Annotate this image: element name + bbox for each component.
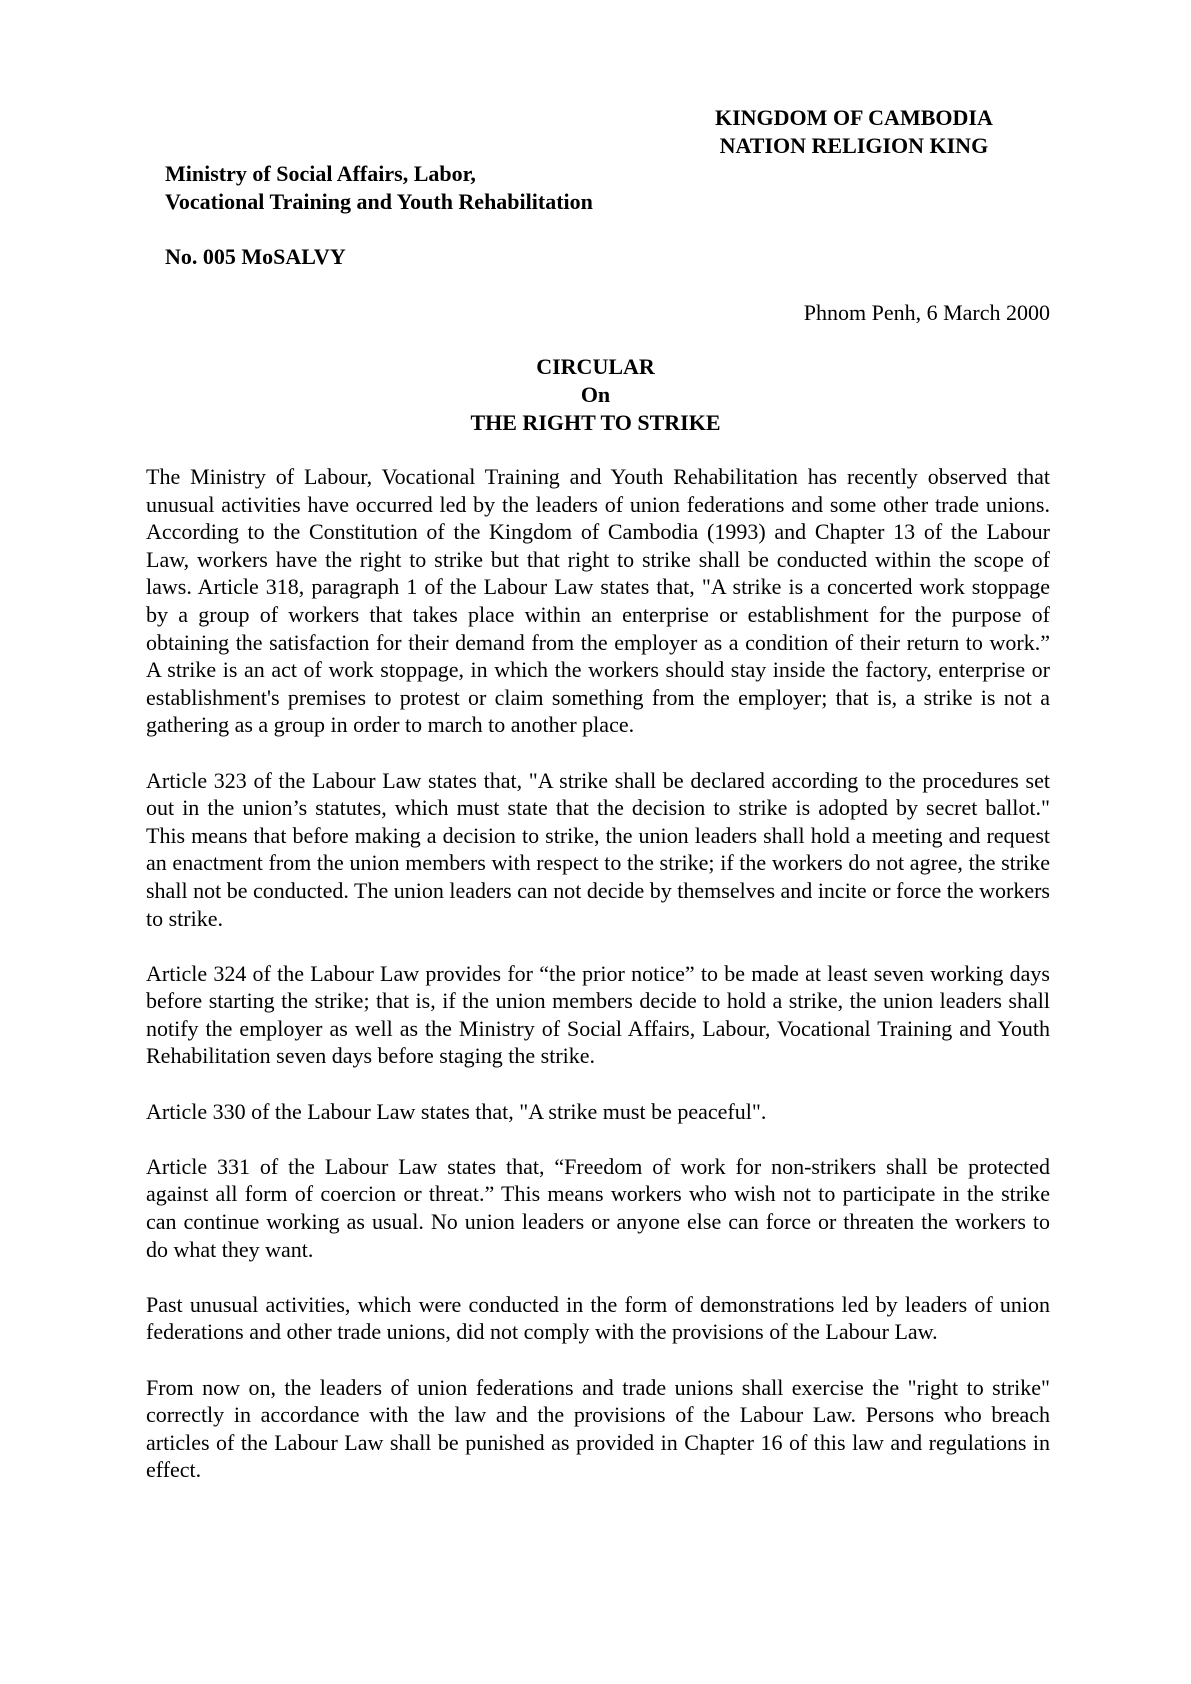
title-circular: CIRCULAR bbox=[536, 354, 655, 379]
body-paragraph: Article 331 of the Labour Law states that, “Freedom of work for non-strikers shall be protected against all form of coercion or threat.” This means workers who wish not to participate in the strike can continue working as usual. No union leaders or anyone else can force or threaten the workers to do what they want. bbox=[146, 1153, 1050, 1262]
title-on: On bbox=[580, 382, 611, 407]
kingdom-title: KINGDOM OF CAMBODIA bbox=[715, 105, 993, 130]
ministry-header bbox=[165, 160, 593, 216]
place-and-date: Phnom Penh, 6 March 2000 bbox=[803, 300, 1050, 325]
document-body bbox=[146, 463, 1050, 1512]
document-title bbox=[0, 353, 1191, 437]
body-paragraph: From now on, the leaders of union federations and trade unions shall exercise the "right to strike" correctly in accordance with the law and the provisions of the Labour Law. Persons who breach articles of the Labour Law shall be punished as provided in Chapter 16 of this law and regulations in effect. bbox=[146, 1374, 1050, 1483]
document-number: No. 005 MoSALVY bbox=[165, 244, 346, 269]
ministry-name-line2: Vocational Training and Youth Rehabilitation bbox=[165, 189, 593, 214]
national-motto: NATION RELIGION KING bbox=[719, 133, 989, 158]
body-paragraph: Past unusual activities, which were conducted in the form of demonstrations led by leaders of union federations and other trade unions, did not comply with the provisions of the Labour Law. bbox=[146, 1291, 1050, 1345]
title-subject: THE RIGHT TO STRIKE bbox=[470, 410, 721, 435]
body-paragraph: Article 324 of the Labour Law provides for “the prior notice” to be made at least seven working days before starting the strike; that is, if the union members decide to hold a strike, the union leaders shall notify the employer as well as the Ministry of Social Affairs, Labour, Vocational Training and Youth Rehabilitation seven days before staging the strike. bbox=[146, 960, 1050, 1069]
body-paragraph: Article 323 of the Labour Law states that, "A strike shall be declared according to the procedures set out in the union’s statutes, which must state that the decision to strike is adopted by secret ballot." This means that before making a decision to strike, the union leaders shall hold a meeting and request an enactment from the union members with respect to the strike; if the workers do not agree, the strike shall not be conducted. The union leaders can not decide by themselves and incite or force the workers to strike. bbox=[146, 767, 1050, 931]
kingdom-header bbox=[715, 104, 993, 160]
ministry-name-line1: Ministry of Social Affairs, Labor, bbox=[165, 161, 476, 186]
body-paragraph: Article 330 of the Labour Law states that, "A strike must be peaceful". bbox=[146, 1098, 767, 1124]
body-paragraph: The Ministry of Labour, Vocational Training and Youth Rehabilitation has recently observed that unusual activities have occurred led by the leaders of union federations and some other trade unions. According to the Constitution of the Kingdom of Cambodia (1993) and Chapter 13 of the Labour Law, workers have the right to strike but that right to strike shall be conducted within the scope of laws. Article 318, paragraph 1 of the Labour Law states that, "A strike is a concerted work stoppage by a group of workers that takes place within an enterprise or establishment for the purpose of obtaining the satisfaction for their demand from the employer as a condition of their return to work.” A strike is an act of work stoppage, in which the workers should stay inside the factory, enterprise or establishment's premises to protest or claim something from the employer; that is, a strike is not a gathering as a group in order to march to another place. bbox=[146, 464, 1050, 738]
